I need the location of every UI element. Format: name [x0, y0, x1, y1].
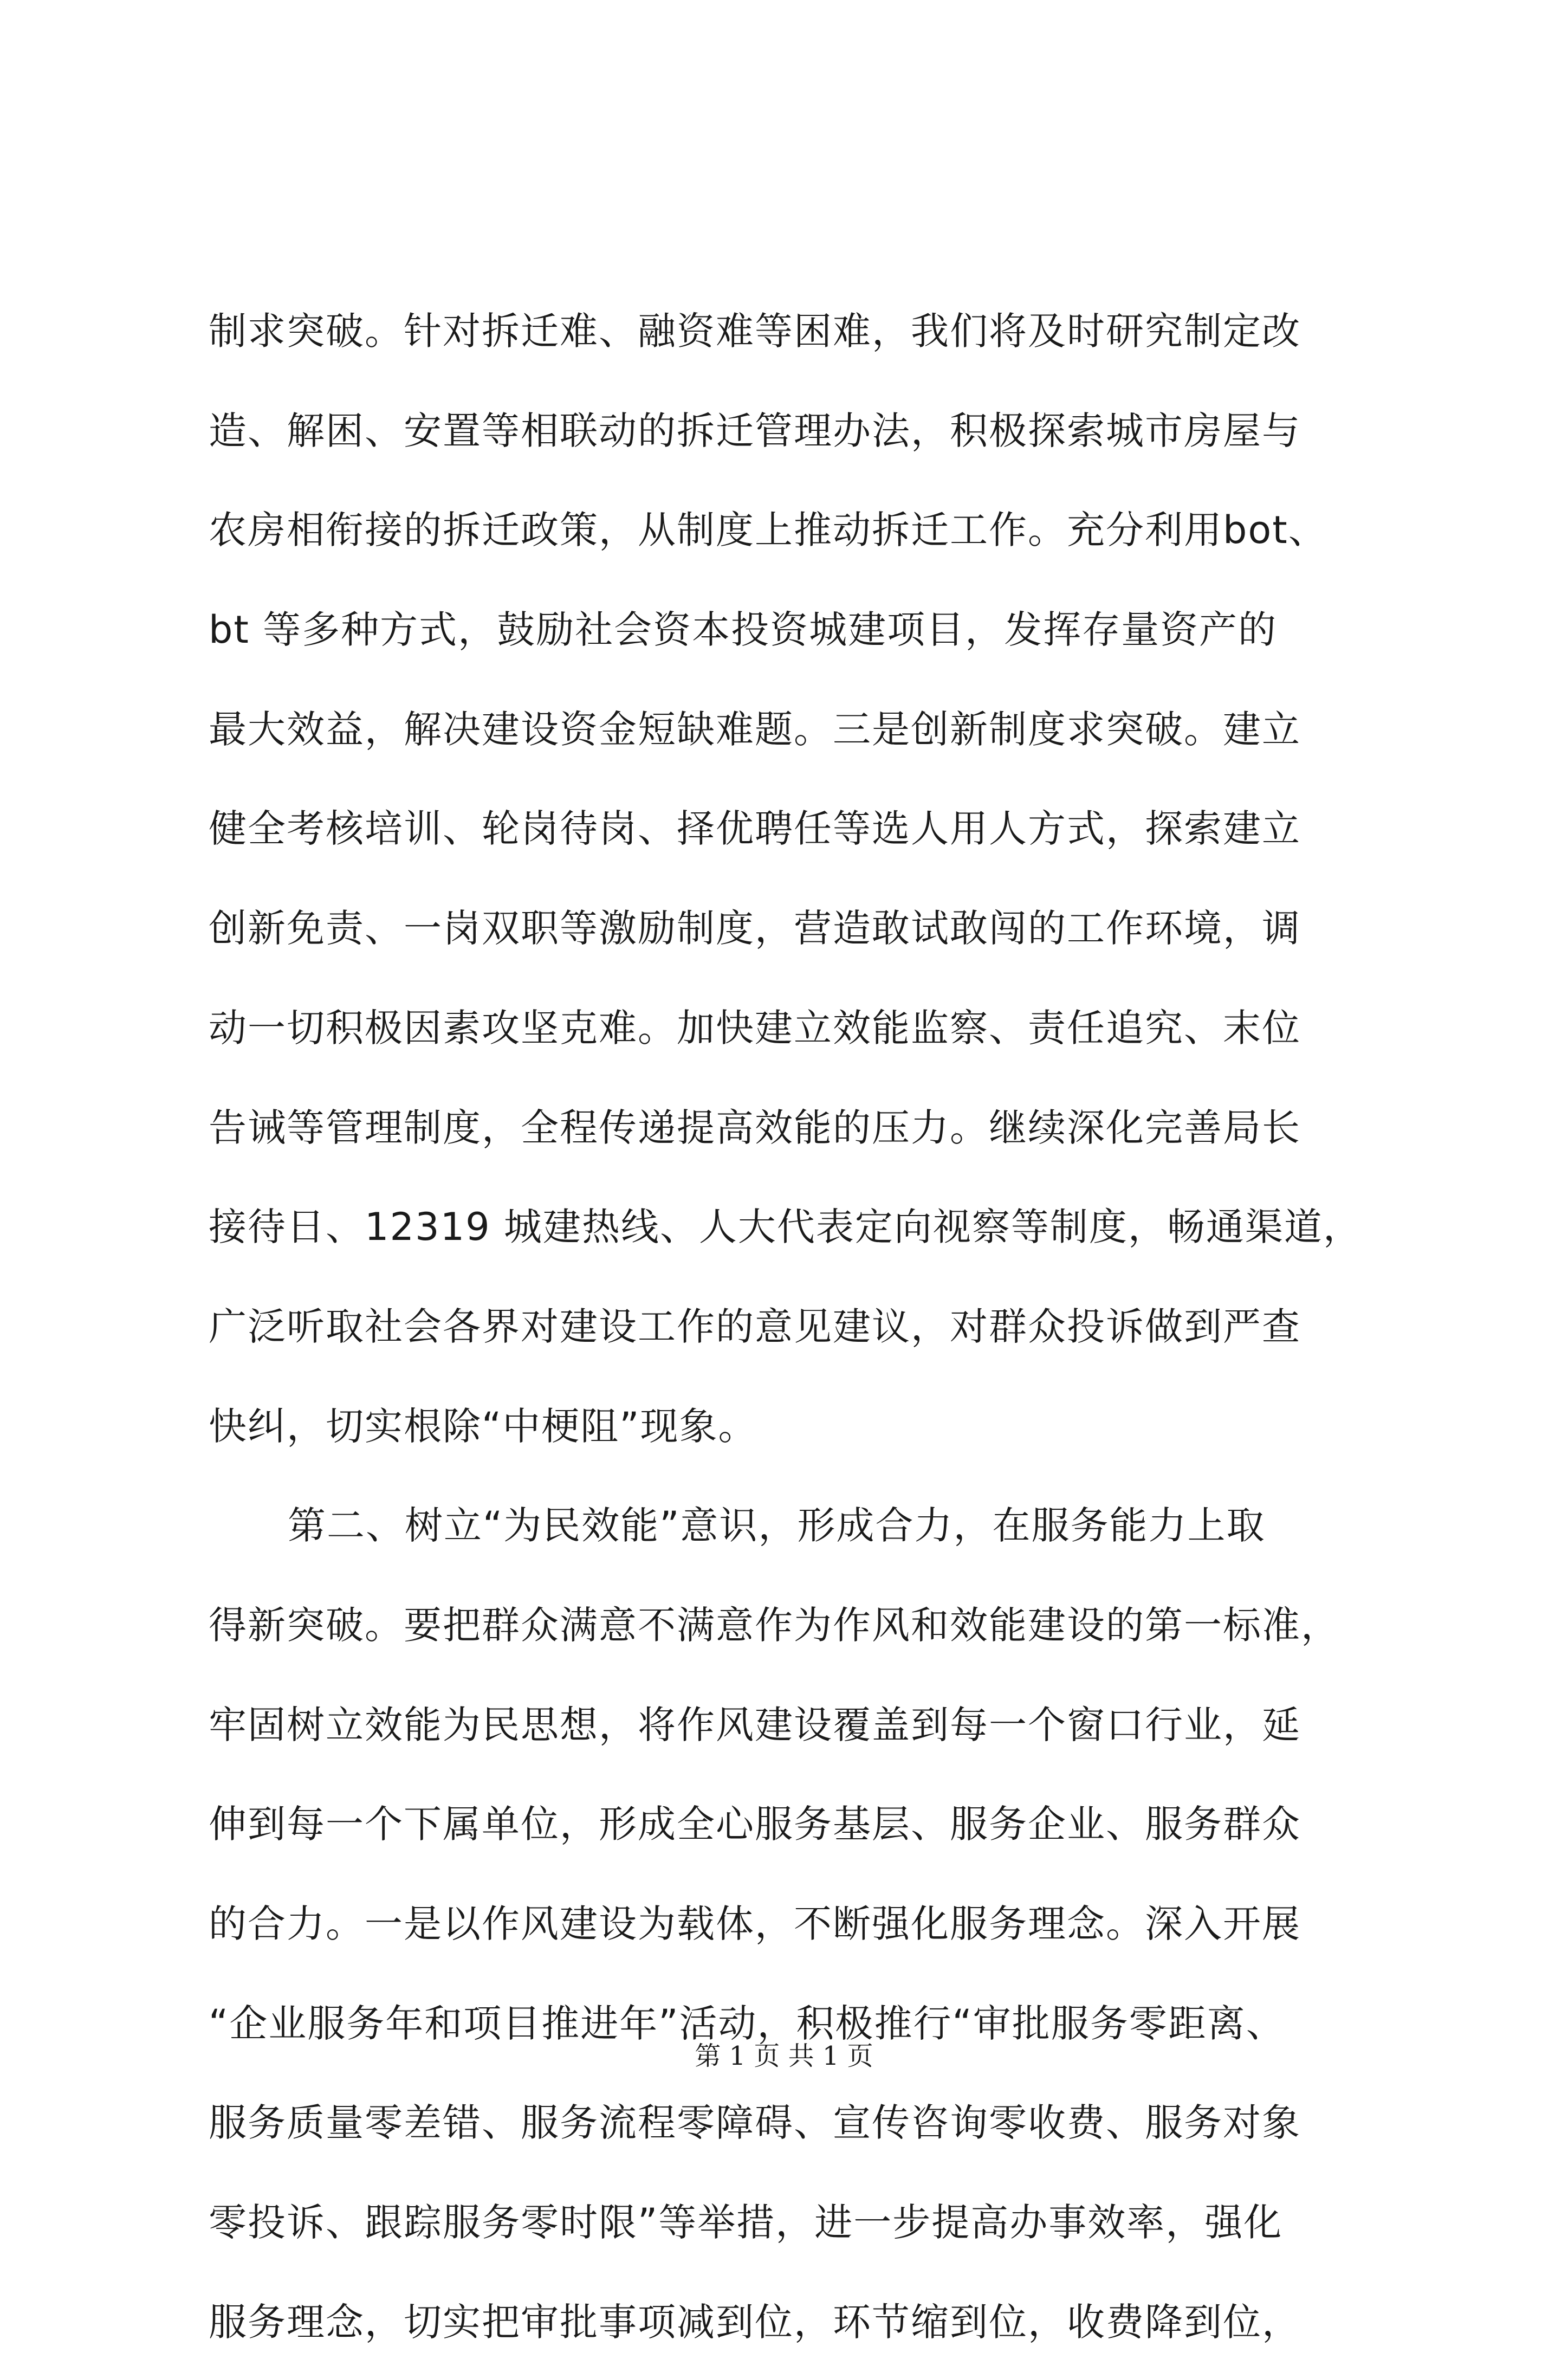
paragraph-start-line: 第二、树立“为民效能”意识，形成合力，在服务能力上取: [288, 1503, 1266, 1548]
text-line: 动一切积极因素攻坚克难。加快建立效能监察、责任追究、末位: [209, 1005, 1301, 1050]
text-line: 广泛听取社会各界对建设工作的意见建议，对群众投诉做到严查: [209, 1304, 1301, 1349]
text-line: “企业服务年和项目推进年”活动，积极推行“审批服务零距离、: [209, 2001, 1285, 2046]
text-line: 造、解困、安置等相联动的拆迁管理办法，积极探索城市房屋与: [209, 408, 1301, 453]
text-line: 伸到每一个下属单位，形成全心服务基层、服务企业、服务群众: [209, 1802, 1301, 1847]
text-line: 健全考核培训、轮岗待岗、择优聘任等选人用人方式，探索建立: [209, 806, 1301, 851]
text-line: 制求突破。针对拆迁难、融资难等困难，我们将及时研究制定改: [209, 309, 1301, 353]
text-line: 的合力。一是以作风建设为载体，不断强化服务理念。深入开展: [209, 1902, 1301, 1946]
text-line: 得新突破。要把群众满意不满意作为作风和效能建设的第一标准，: [209, 1602, 1340, 1647]
page-footer: [0, 2035, 1568, 2072]
text-line: 零投诉、跟踪服务零时限”等举措，进一步提高办事效率，强化: [209, 2200, 1283, 2245]
text-line: 服务理念，切实把审批事项减到位，环节缩到位，收费降到位，: [209, 2299, 1301, 2344]
text-line: 快纠，切实根除“中梗阻”现象。: [209, 1404, 757, 1449]
text-line: 创新免责、一岗双职等激励制度，营造敢试敢闯的工作环境，调: [209, 906, 1301, 951]
text-line: 服务质量零差错、服务流程零障碍、宣传咨询零收费、服务对象: [209, 2100, 1301, 2145]
page-number: 第 1 页 共 1 页: [695, 2041, 873, 2071]
text-line: 告诫等管理制度，全程传递提高效能的压力。继续深化完善局长: [209, 1105, 1301, 1150]
text-line: 最大效益，解决建设资金短缺难题。三是创新制度求突破。建立: [209, 707, 1301, 752]
text-line: 接待日、12319 城建热线、人大代表定向视察等制度，畅通渠道，: [209, 1205, 1362, 1250]
text-line: bt 等多种方式，鼓励社会资本投资城建项目，发挥存量资产的: [209, 607, 1278, 652]
text-line: 牢固树立效能为民思想，将作风建设覆盖到每一个窗口行业，延: [209, 1702, 1301, 1747]
text-line: 农房相衔接的拆迁政策，从制度上推动拆迁工作。充分利用bot、: [209, 508, 1327, 553]
